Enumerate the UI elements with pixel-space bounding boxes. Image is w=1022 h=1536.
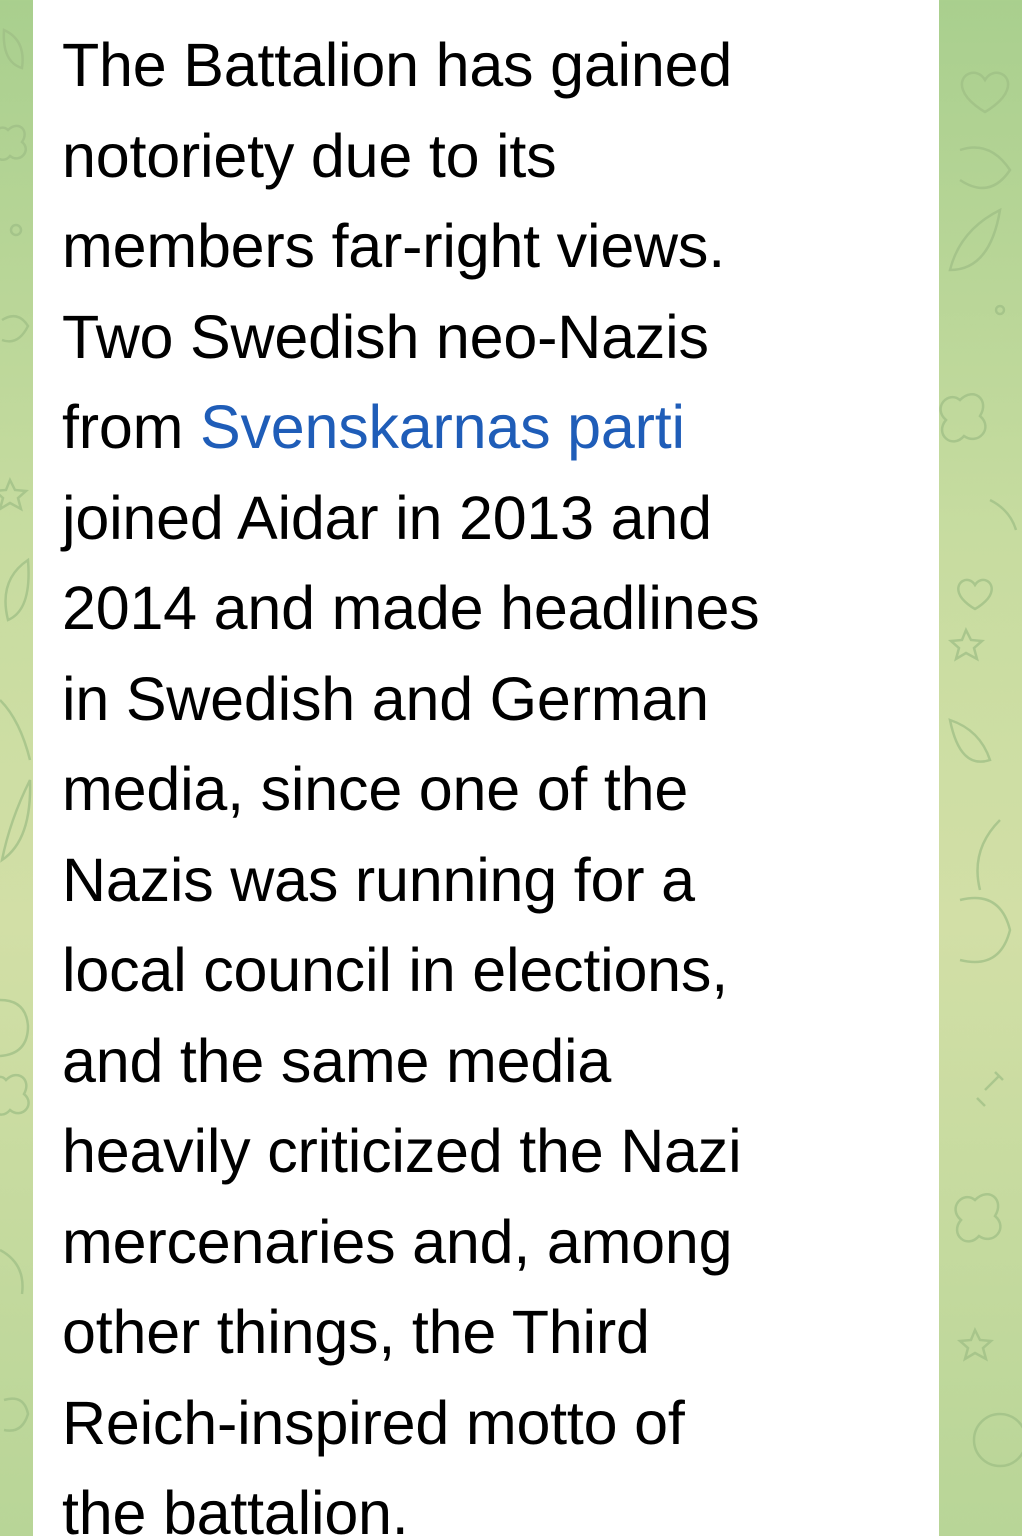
flower-icon: [0, 1075, 29, 1115]
message-line: and the same media: [62, 1026, 612, 1095]
message-line-prefix: from: [62, 393, 200, 461]
leaf-icon: [0, 1250, 23, 1294]
message-line: 2014 and made headlines: [62, 574, 760, 642]
circle-icon: [996, 306, 1004, 314]
circle-icon: [0, 1000, 28, 1056]
star-icon: [960, 1330, 991, 1359]
message-line: Reich-inspired motto of: [62, 1388, 685, 1457]
message-line: the battalion.: [62, 1479, 409, 1536]
message-line: other things, the Third: [62, 1298, 650, 1366]
bone-icon: [0, 700, 30, 760]
leaf-icon: [6, 560, 29, 620]
star-icon: [951, 630, 982, 659]
flower-icon: [941, 394, 986, 441]
bone-icon: [977, 1072, 1003, 1106]
bone-icon: [990, 500, 1016, 530]
heart-icon: [958, 580, 991, 609]
leaf-icon: [978, 820, 1001, 890]
message-line: Two Swedish neo-Nazis: [62, 302, 709, 371]
circle-icon: [11, 225, 21, 235]
cup-icon: [950, 720, 990, 762]
cup-icon: [2, 316, 28, 341]
message-line: mercenaries and, among: [62, 1207, 733, 1276]
cup-icon: [960, 148, 1010, 189]
message-line: media, since one of the: [62, 755, 689, 823]
flower-icon: [0, 126, 26, 160]
message-line: local council in elections,: [62, 936, 728, 1004]
circle-icon: [974, 1414, 1022, 1466]
message-line: The Battalion has gained: [62, 31, 733, 99]
leaf-icon: [2, 780, 30, 860]
message-text: [62, 20, 912, 1536]
message-line: members far-right views.: [62, 212, 725, 280]
message-line: Nazis was running for a: [62, 845, 695, 914]
message-line: notoriety due to its: [62, 121, 557, 190]
heart-icon: [962, 73, 1008, 112]
leaf-icon: [950, 210, 1000, 270]
message-line: heavily criticized the Nazi: [62, 1117, 742, 1185]
message-line: joined Aidar in 2013 and: [62, 483, 712, 552]
message-line-with-link: [62, 382, 912, 473]
circle-icon: [960, 898, 1010, 962]
star-icon: [0, 480, 26, 509]
message-line: in Swedish and German: [62, 664, 709, 733]
flower-icon: [956, 1194, 1001, 1241]
svenskarnas-parti-link[interactable]: Svenskarnas parti: [199, 393, 685, 461]
cup-icon: [4, 1399, 28, 1431]
leaf-icon: [4, 30, 23, 68]
